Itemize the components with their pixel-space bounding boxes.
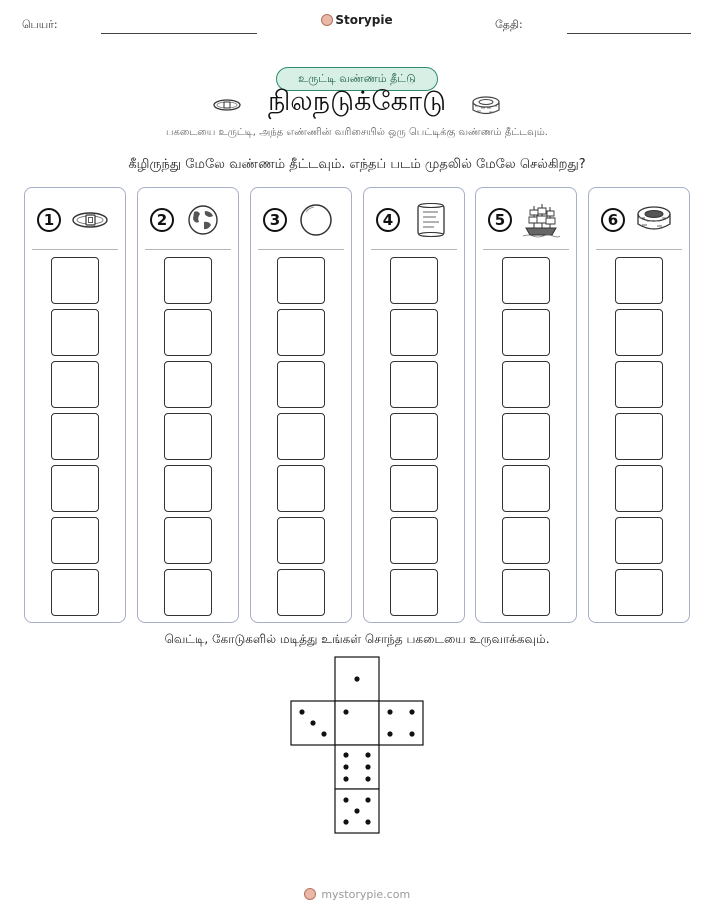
die-pip [354, 676, 359, 681]
die-pip [343, 776, 348, 781]
footer [0, 888, 714, 901]
die-pip [365, 764, 370, 769]
die-pip [343, 819, 348, 824]
die-pip [343, 752, 348, 757]
activity-badge: உருட்டி வண்ணம் தீட்டு [276, 67, 438, 91]
column-number: 4 [376, 208, 400, 232]
column-number: 5 [488, 208, 512, 232]
die-pip [365, 797, 370, 802]
instruction: கீழிருந்து மேலே வண்ணம் தீட்டவும். எந்தப் படம் முதலில் மேலே செல்கிறது? [128, 157, 586, 172]
die-pip [409, 731, 414, 736]
storypie-icon [304, 888, 316, 900]
die-pip [365, 752, 370, 757]
die-pip [365, 819, 370, 824]
die-pip [299, 709, 304, 714]
date-label: தேதி: [495, 18, 523, 31]
die-pip [343, 709, 348, 714]
die-pip [387, 731, 392, 736]
page-title: நிலநடுக்கோடு [267, 86, 447, 117]
column-number: 2 [150, 208, 174, 232]
die-pip [365, 776, 370, 781]
die-pip [310, 720, 315, 725]
die-pip [354, 808, 359, 813]
die-pip [343, 797, 348, 802]
column-number: 1 [37, 208, 61, 232]
die-face-below [335, 745, 379, 789]
die-face-center [335, 701, 379, 745]
cut-instruction: வெட்டி, கோடுகளில் மடித்து உங்கள் சொந்த பகடையை உருவாக்கவும். [164, 632, 550, 646]
die-pip [409, 709, 414, 714]
brand-name: Storypie [335, 13, 393, 27]
die-pip [387, 709, 392, 714]
die-pip [321, 731, 326, 736]
name-label: பெயர்: [22, 18, 58, 31]
subtitle: பகடையை உருட்டி, அந்த எண்ணின் வரிசையில் ஒரு பெட்டிக்கு வண்ணம் தீட்டவும். [166, 127, 548, 138]
die-pip [343, 764, 348, 769]
column-number: 3 [263, 208, 287, 232]
die-face-right [379, 701, 423, 745]
footer-url: mystorypie.com [321, 888, 411, 901]
column-number: 6 [601, 208, 625, 232]
